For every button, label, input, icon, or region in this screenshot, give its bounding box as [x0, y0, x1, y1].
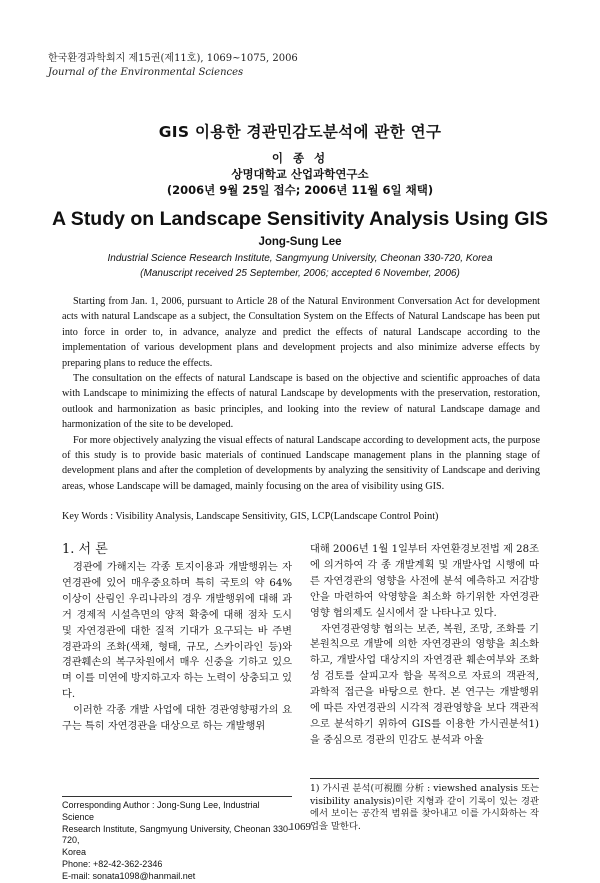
correspondence-info	[62, 800, 294, 883]
journal-issue-line: 한국환경과학회지 제15권(제11호), 1069~1075, 2006	[48, 53, 298, 64]
journal-header	[48, 52, 298, 80]
body-paragraph: 자연경관영향 협의는 보존, 복원, 조망, 조화를 기본원칙으로 개발에 의한 자연경관의 영향을 최소화하고, 개발사업 대상지의 자연경관 훼손여부와 조화성 검토를 살피고자 함을 목적으로 자료의 객관적, 과학적 접근을 바탕으로 한다. 본 연구는 개발행위에 따른 자연경관의 시각적 경관영향을 보다 객관적으로 분석하기 위하여 GIS를 이용한 가시권분석1)을 중심으로 경관의 민감도 분석과 아울	[310, 623, 539, 746]
english-title: A Study on Landscape Sensitivity Analysis Using GIS	[52, 208, 548, 230]
correspondence-line: Korea	[62, 847, 87, 858]
footnote-divider	[310, 778, 539, 779]
keywords: Key Words : Visibility Analysis, Landscape Sensitivity, GIS, LCP(Landscape Control Point)	[62, 511, 439, 522]
english-dates: (Manuscript received 25 September, 2006; accepted 6 November, 2006)	[140, 268, 460, 279]
korean-title: GIS 이용한 경관민감도분석에 관한 연구	[158, 123, 442, 141]
journal-name: Journal of the Environmental Sciences	[48, 67, 244, 78]
abstract	[62, 294, 540, 494]
right-column	[310, 542, 539, 749]
korean-author: 이 종 성	[271, 151, 329, 165]
correspondence-email: E-mail: sonata1098@hanmail.net	[62, 870, 196, 881]
left-column	[62, 542, 292, 735]
footnote: 1) 가시권 분석(可視圈 分析 : viewshed analysis 또는 visibility analysis)이란 지형과 같이 기록이 있는 경관에서 보이는 공간적 범위를 찾아내고 이를 가시화하는 작업을 말한다.	[310, 783, 539, 832]
correspondence-line: Corresponding Author : Jong-Sung Lee, Industrial Science	[62, 800, 260, 822]
korean-dates: (2006년 9월 25일 접수; 2006년 11월 6일 채택)	[166, 183, 434, 197]
body-paragraph: 이러한 각종 개발 사업에 대한 경관영향평가의 요구는 특히 자연경관을 대상으로 하는 개발행위	[62, 705, 292, 733]
english-author: Jong-Sung Lee	[258, 236, 342, 248]
korean-affiliation: 상명대학교 산업과학연구소	[231, 167, 369, 181]
correspondence-line: Research Institute, Sangmyung University, Cheonan 330-720,	[62, 823, 291, 846]
abstract-paragraph: For more objectively analyzing the visual effects of natural Landscape according to development acts, the purpose of this study is to provide basic materials of continued Landscape management plans in the planning stage of development plans and after the completion of developments by analyzing the sensitivity of Landscape and deriving areas, whose Landscape will be damaged, mainly focusing on the area of visibility using GIS.	[62, 434, 540, 492]
abstract-paragraph: The consultation on the effects of natural Landscape is based on the objective and scientific approaches of data with Landscape to minimizing the effects of natural Landscape by developments with the preservation, restoration, outlook and harmonization as basic principles, and looking into the review of natural Landscape damage and harmonization of the site to be developed.	[62, 373, 540, 431]
correspondence-phone: Phone: +82-42-362-2346	[62, 858, 163, 869]
page-number: 1069	[289, 821, 311, 833]
abstract-paragraph: Starting from Jan. 1, 2006, pursuant to Article 28 of the Natural Environment Conversation Act for development acts with natural Landscape as a subject, the Consultation System on the Effects of Natural Landscape has been put into force in order to, in advance, analyze and predict the effects of natural Landscape according to the implementation of various development plans and development projects and also minimize adverse effects by preparing plans to reduce the effects.	[62, 296, 540, 369]
body-paragraph: 대해 2006년 1월 1일부터 자연환경보전법 제 28조에 의거하여 각 종 개발계획 및 개발사업 시행에 따른 자연경관의 영향을 사전에 분석 예측하고 저감방안을 마련하여 악영향을 최소화 하기위한 자연경관영향 협의제도 실시에서 잘 나타나고 있다.	[310, 544, 539, 619]
english-affiliation: Industrial Science Research Institute, Sangmyung University, Cheonan 330-720, Korea	[107, 253, 493, 264]
body-paragraph: 경관에 가해지는 각종 토지이용과 개발행위는 자연경관에 있어 매우중요하며 특히 국토의 약 64% 이상이 산림인 우리나라의 경우 개발행위에 대해 과거 경제적 시설측면의 양적 확충에 대해 점차 도시 및 자연경관에 대한 질적 기대가 요구되는 바 주변 경관과의 조화(색채, 형태, 규모, 스카이라인 등)와 경관훼손의 복구차원에서 매우 신중을 기하고 있으며 이를 미연에 방지하고자 하는 노력이 상충되고 있다.	[62, 562, 292, 701]
section-heading: 1. 서 론	[62, 542, 108, 557]
footnote-divider	[62, 796, 292, 797]
